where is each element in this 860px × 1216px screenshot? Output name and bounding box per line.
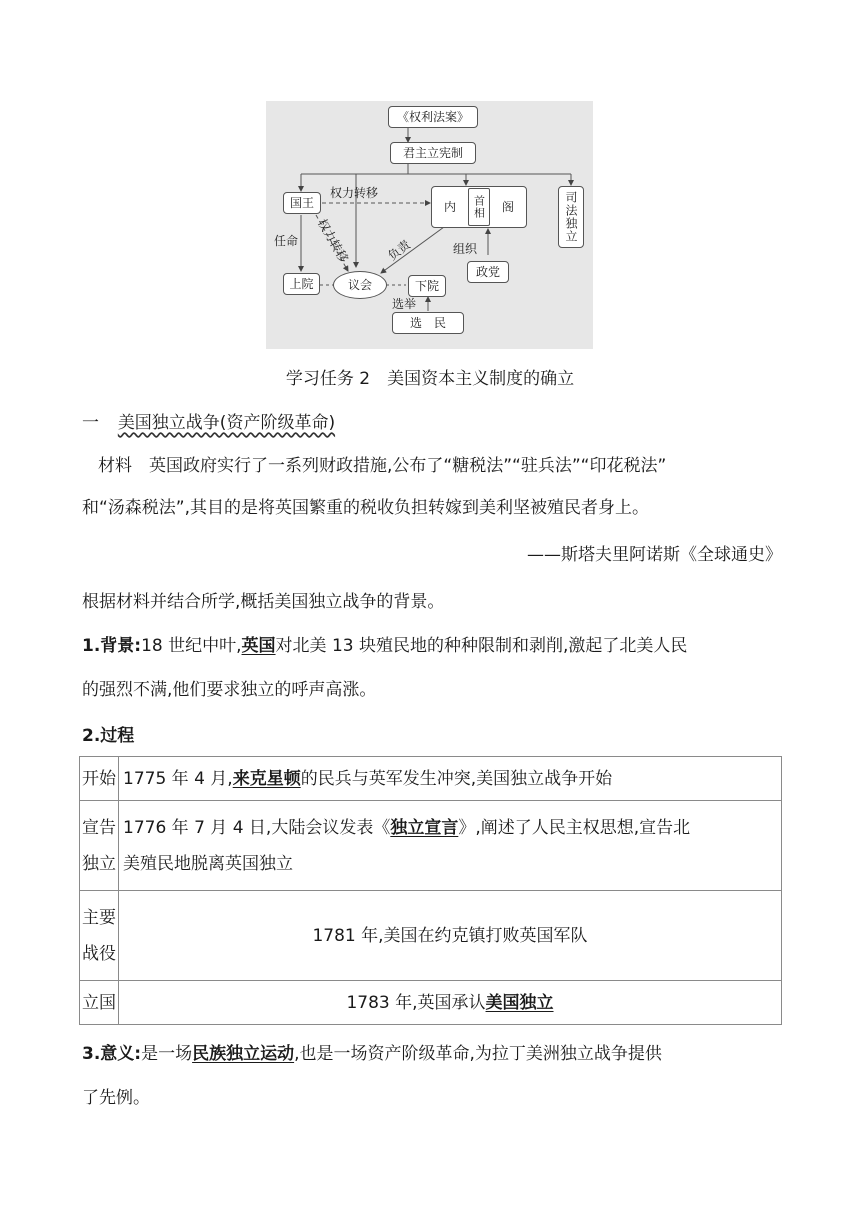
found-highlight: 美国独立 xyxy=(485,992,554,1013)
lower-house-node xyxy=(408,275,446,297)
significance-highlight: 民族独立运动 xyxy=(192,1044,295,1064)
material-source: ——斯塔夫里阿诺斯《全球通史》 xyxy=(527,545,782,565)
background-text-b: 对北美 13 块殖民地的种种限制和剥削,激起了北美人民 xyxy=(275,636,688,656)
declare-line-1 xyxy=(123,810,777,846)
party-node xyxy=(467,261,509,283)
table-row xyxy=(80,981,782,1025)
bill-of-rights-text: 《权利法案》 xyxy=(396,110,469,124)
material-line-1: 材料 英国政府实行了一系列财政措施,公布了“糖税法”“驻兵法”“印花税法” xyxy=(98,456,667,476)
parliament-node xyxy=(333,271,387,299)
row-value-start xyxy=(119,757,782,801)
background-text-a: 18 世纪中叶, xyxy=(141,636,242,656)
significance-text-a: 是一场 xyxy=(141,1044,193,1064)
upper-house-node xyxy=(283,273,320,295)
declare-key-1: 宣告 xyxy=(82,817,116,838)
cabinet-node xyxy=(431,186,527,228)
section-number: 一 xyxy=(82,413,99,433)
significance-line-1 xyxy=(82,1036,782,1072)
question-text: 根据材料并结合所学,概括美国独立战争的背景。 xyxy=(82,592,445,612)
prime-minister-text: 首相 xyxy=(472,195,486,219)
king-text: 国王 xyxy=(289,196,314,210)
background-line-2: 的强烈不满,他们要求独立的呼声高涨。 xyxy=(82,680,377,700)
row-value-battle: 1781 年,美国在约克镇打败英国军队 xyxy=(119,891,782,981)
king-node xyxy=(283,192,321,214)
process-title: 2.过程 xyxy=(82,726,135,746)
upper-house-text: 上院 xyxy=(289,277,314,291)
declare-key-2: 独立 xyxy=(82,853,116,874)
party-text: 政党 xyxy=(475,265,500,279)
cabinet-right-text: 阁 xyxy=(501,200,514,214)
significance-text-b: ,也是一场资产阶级革命,为拉丁美洲独立战争提供 xyxy=(294,1044,662,1064)
battle-key-1: 主要 xyxy=(82,907,116,928)
table-row xyxy=(80,757,782,801)
elect-label: 选举 xyxy=(392,297,417,311)
cabinet-left-text: 内 xyxy=(444,200,457,214)
judicial-independence-node xyxy=(558,186,584,248)
significance-label: 3.意义: xyxy=(82,1044,142,1064)
row-key-start: 开始 xyxy=(80,757,119,801)
significance-line-2: 了先例。 xyxy=(82,1088,150,1108)
start-text-a: 1775 年 4 月, xyxy=(123,768,233,789)
section-heading xyxy=(82,408,335,433)
declare-highlight: 独立宣言 xyxy=(390,817,459,838)
found-text-a: 1783 年,英国承认 xyxy=(346,992,486,1013)
background-line-1 xyxy=(82,628,782,664)
parliament-text: 议会 xyxy=(347,278,372,292)
start-text-b: 的民兵与英军发生冲突,美国独立战争开始 xyxy=(300,768,613,789)
process-table xyxy=(79,756,782,1025)
power-transfer-label: 权力转移 xyxy=(330,186,379,200)
constitutional-monarchy-text: 君主立宪制 xyxy=(402,146,463,160)
row-key-found: 立国 xyxy=(80,981,119,1025)
bill-of-rights-node xyxy=(388,106,478,128)
task-caption: 学习任务 2 美国资本主义制度的确立 xyxy=(285,369,575,389)
battle-key-2: 战役 xyxy=(82,943,116,964)
declare-text-b: 》,阐述了人民主权思想,宣告北 xyxy=(458,817,691,838)
voters-node xyxy=(392,312,464,334)
responsible-label: 负责 xyxy=(385,237,413,264)
table-row xyxy=(80,891,782,981)
row-value-declare xyxy=(119,801,782,891)
judicial-text: 司法独立 xyxy=(564,191,578,243)
table-row xyxy=(80,801,782,891)
material-line-2: 和“汤森税法”,其目的是将英国繁重的税收负担转嫁到美利坚被殖民者身上。 xyxy=(82,498,650,518)
declare-text-a: 1776 年 7 月 4 日,大陆会议发表《 xyxy=(123,817,391,838)
political-structure-diagram xyxy=(266,101,593,349)
background-highlight: 英国 xyxy=(241,636,276,656)
row-key-declare xyxy=(80,801,119,891)
appoint-label: 任命 xyxy=(274,234,299,248)
constitutional-monarchy-node xyxy=(390,142,476,164)
start-highlight: 来克星顿 xyxy=(232,768,301,789)
voters-text: 选 民 xyxy=(409,316,446,330)
background-label: 1.背景: xyxy=(82,636,142,656)
declare-line-2: 美殖民地脱离英国独立 xyxy=(123,853,293,874)
section-title: 美国独立战争(资产阶级革命) xyxy=(117,413,336,433)
prime-minister-node xyxy=(468,188,490,226)
lower-house-text: 下院 xyxy=(414,279,439,293)
power-transfer-diagonal-label: 权力转移 xyxy=(314,216,351,266)
organize-label: 组织 xyxy=(453,242,478,256)
row-key-battle xyxy=(80,891,119,981)
row-value-found xyxy=(119,981,782,1025)
